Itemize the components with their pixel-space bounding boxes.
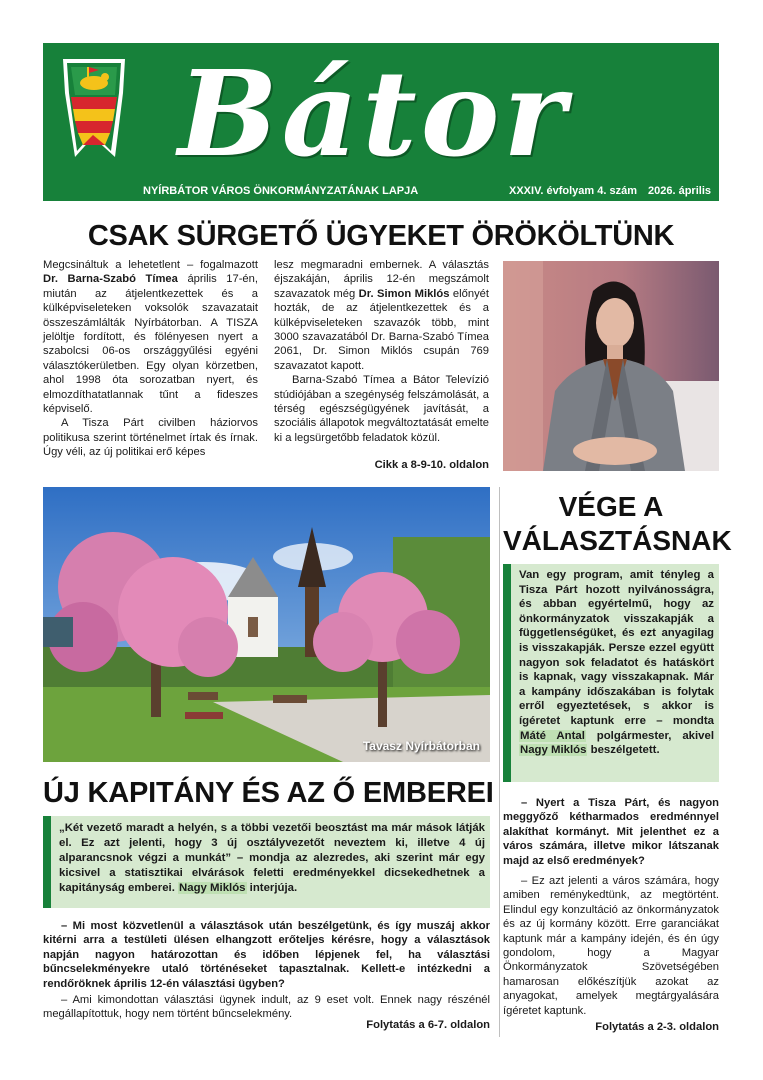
headline-election-line2: VÁLASZTÁSNAK bbox=[503, 525, 732, 556]
headline-main: CSAK SÜRGETŐ ÜGYEKET ÖRÖKÖLTÜNK bbox=[87, 220, 675, 252]
masthead-title: Bátor bbox=[178, 44, 570, 183]
article2-page-reference[interactable]: Folytatás a 2-3. oldalon bbox=[595, 1021, 719, 1033]
photo-caption: Tavasz Nyírbátorban bbox=[362, 739, 480, 753]
article1-paragraph: Megcsináltuk a lehetetlent – fogalmazott Dr. Barna-Szabó Tímea április 17-én, miután az átjelentkezettek és a külképviseleteken voksolók szavazatait összeszámlálták Nyírbátorban. A TISZA jelöltje fordított, és fölényesen nyert a szabolcsi 06-os országgyűlési egyéni választókerületben. Egy olyan körzetben, ahol 1998 óta sorozatban nyert, és elmozdíthatatlannak tűnt a fideszes képviselő. bbox=[43, 259, 258, 416]
portrait-photo bbox=[503, 261, 719, 471]
masthead-subtitle: NYÍRBÁTOR VÁROS ÖNKORMÁNYZATÁNAK LAPJA bbox=[143, 185, 419, 197]
masthead-volume: XXXIV. évfolyam 4. szám bbox=[509, 185, 637, 197]
spring-photo bbox=[43, 487, 490, 762]
masthead-date: 2026. április bbox=[648, 185, 711, 197]
masthead bbox=[43, 43, 719, 201]
article1-paragraph: Barna-Szabó Tímea a Bátor Televízió stúdiójában a szegénység felszámolását, a térség egészségügyének javítását, a szociális állapotok megváltoztatását emelte ki a legsürgetőbb feladatok közül. bbox=[274, 374, 489, 444]
city-crest-icon bbox=[53, 53, 133, 165]
article1-paragraph: A Tisza Párt civilben háziorvos politikusa szerint történelmet írtak és írnak. Úgy véli, az új politikai erő képes bbox=[43, 417, 258, 459]
lead-box-accent bbox=[43, 816, 51, 908]
article1-page-reference[interactable]: Cikk a 8-9-10. oldalon bbox=[374, 459, 489, 471]
masthead-subbar bbox=[135, 183, 719, 201]
headline-election bbox=[503, 490, 732, 558]
election-lead-text: Van egy program, amit tényleg a Tisza Párt hozott nyilvánosságra, és abban egyértelmű, hogy az önkormányzatok visszakapják a függetlenségüket, és ezt anyagilag is visszakapják. Persze ezzel együtt nagyon sok feladatot és hatáskört is kapnak, vagy visszakapnak. Már a kampány időszakában is folytak erről egyeztetések, s akkor is ígéretet kaptunk erre – mondta Máté Antal polgármester, akivel Nagy Miklós beszélgetett. bbox=[519, 569, 715, 757]
article1-column-a bbox=[43, 258, 258, 460]
article1-paragraph: lesz megmaradni embernek. A választás éjszakáján, április 12-én megszámolt szavazatok még Dr. Simon Miklós előnyét hozták, de az átjelentkezettek és a külképviseleteken szavazók több, mint 3000 szavazatából Dr. Barna-Szabó Tímea 2061, Dr. Simon Miklós csupán 769 szavazatot kapott. bbox=[274, 259, 489, 372]
article3-page-reference[interactable]: Folytatás a 6-7. oldalon bbox=[366, 1019, 490, 1031]
headline-election-line1: VÉGE A bbox=[558, 491, 664, 522]
election-lead-box bbox=[503, 564, 719, 782]
captain-lead-box bbox=[43, 816, 490, 908]
article3-question: – Mi most közvetlenül a választások után beszélgetünk, és így muszáj akkor kitérni arra a testületi ülésen elhangzott erőteljes kérésre, hogy a választások napján nagyon határozottan és időben lépjenek fel, ha választási bűncselekményekre utaló történéseket tapasztalnak. Kellett-e intézkedni a rendőröknek április 12-én választási ügyben? bbox=[43, 920, 490, 990]
article3-body bbox=[43, 919, 490, 1022]
article2-question: – Nyert a Tisza Párt, és nagyon meggyőző kétharmados eredménnyel alakíthat kormányt. Mit jelenthet ez a város számára, illetve mikor látszanak majd az első eredmények? bbox=[503, 797, 719, 867]
article1-column-b bbox=[274, 258, 489, 445]
lead-box-accent bbox=[503, 564, 511, 782]
captain-lead-text: „Két vezető maradt a helyén, s a többi vezetői beosztást ma már mások látják el. Ez azt jelenti, hogy 3 új osztályvezetőt neveztem ki, illetve 4 új alparancsnok végzi a munkát” – mondja az alezredes, aki szerint már egy kicsivel a statisztikai elvárások feletti eredményekkel dicsekedhetnek a kapitányság emberei. Nagy Miklós interjúja. bbox=[59, 822, 485, 894]
column-divider bbox=[499, 487, 500, 1037]
article2-answer: – Ez azt jelenti a város számára, hogy amiben reménykedtünk, az megtörtént. Elindul egy konzultáció az önkormányzatok és az új kormány között. Erre garanciákat kaptunk már a kampány idején, és én úgy gondolom, hogy a Magyar Önkormányzatok Szövetségében hamarosan előkészítjük azokat az anyagokat, amelyek megtárgyalására ígéretet kaptunk. bbox=[503, 875, 719, 1017]
article3-answer: – Ami kimondottan választási ügynek indult, az 9 eset volt. Ennek nagy részénél megállapítottuk, hogy nem történt bűncselekmény. bbox=[43, 994, 490, 1021]
headline-captain: ÚJ KAPITÁNY ÉS AZ Ő EMBEREI bbox=[43, 777, 494, 809]
article2-body bbox=[503, 796, 719, 1018]
